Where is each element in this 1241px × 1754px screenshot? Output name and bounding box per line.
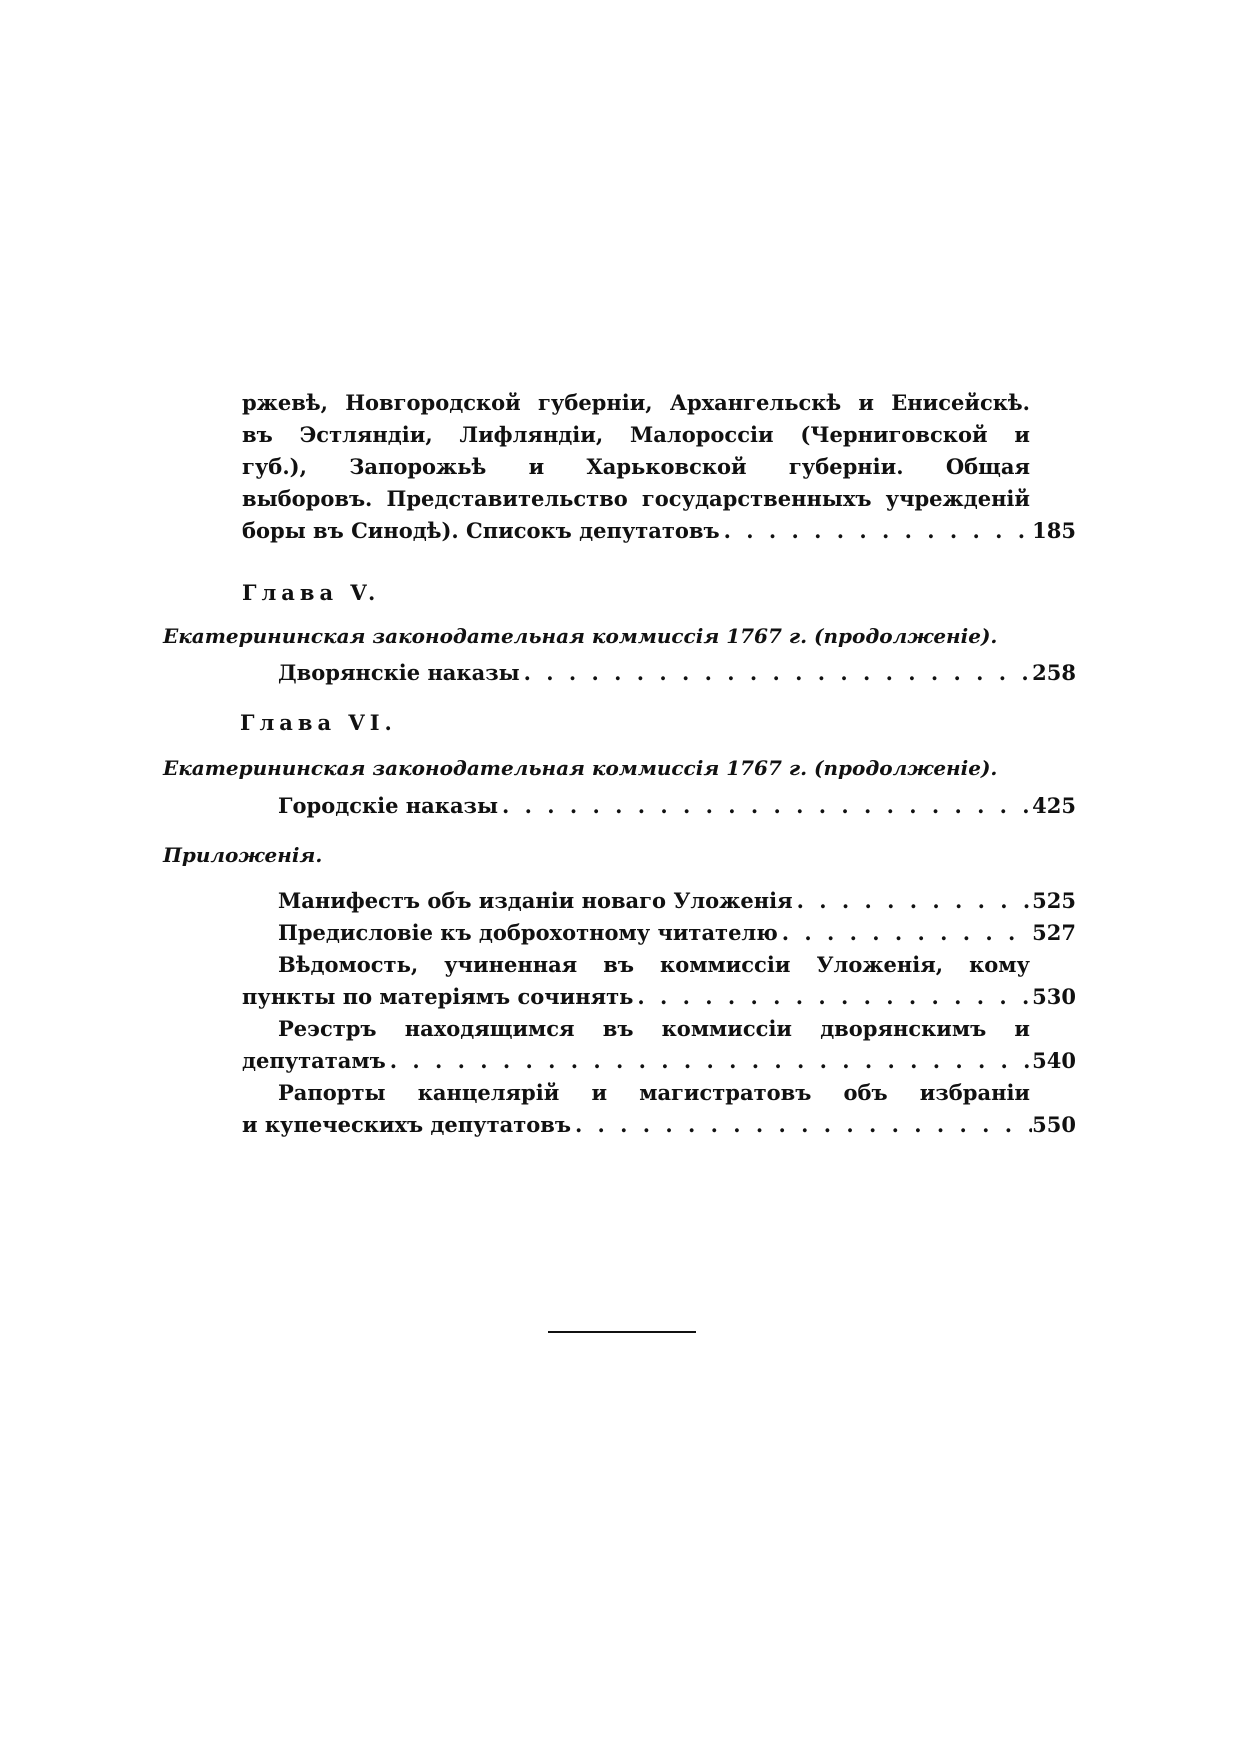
- dot-leader: [720, 515, 1033, 547]
- toc-page-number: 527: [1032, 920, 1076, 945]
- toc-page-number: 550: [1032, 1112, 1076, 1137]
- toc-entry-appendix: [278, 917, 1076, 949]
- toc-entry-label: Дворянскіе наказы: [278, 660, 520, 685]
- appendices-heading: Приложенія.: [163, 843, 323, 867]
- intro-line: въ Эстляндіи, Лифляндіи, Малороссіи (Черниговской и: [242, 422, 1030, 447]
- dot-leader: [571, 1109, 1032, 1141]
- dot-leader: [778, 917, 1032, 949]
- toc-entry-chapter-vi: [278, 790, 1076, 822]
- toc-entry-label: Вѣдомость, учиненная въ коммиссіи Уложенія, кому: [278, 952, 1030, 977]
- dot-leader: [386, 1045, 1032, 1077]
- toc-page-number: 185: [1032, 518, 1076, 543]
- toc-entry-appendix: [242, 1109, 1076, 1141]
- chapter-vi-subtitle: Екатерининская законодательная коммиссія 1767 г. (продолженіе).: [163, 756, 998, 780]
- intro-line: губ.), Запорожьѣ и Харьковской губерніи. Общая: [242, 454, 1030, 479]
- toc-entry-appendix: [278, 885, 1076, 917]
- chapter-v-subtitle: Екатерининская законодательная коммиссія 1767 г. (продолженіе).: [163, 624, 998, 648]
- chapter-vi-heading: Глава VI.: [240, 710, 397, 735]
- toc-entry-label: депутатамъ: [242, 1048, 386, 1073]
- closing-rule: [548, 1331, 696, 1333]
- toc-entry-label: Рапорты канцелярій и магистратовъ объ избраніи: [278, 1080, 1030, 1105]
- toc-page-number: 530: [1032, 984, 1076, 1009]
- dot-leader: [520, 657, 1033, 689]
- toc-entry-appendix-multiline: [278, 949, 1030, 981]
- toc-entry-label: Городскіе наказы: [278, 793, 498, 818]
- toc-entry-intro-last: [242, 515, 1076, 547]
- toc-entry-appendix: [242, 981, 1076, 1013]
- toc-page-number: 425: [1032, 793, 1076, 818]
- toc-entry-appendix-multiline: [278, 1013, 1030, 1045]
- toc-page-number: 258: [1032, 660, 1076, 685]
- dot-leader: [793, 885, 1033, 917]
- intro-line: выборовъ. Представительство государственныхъ учрежденій: [242, 486, 1030, 511]
- toc-entry-appendix: [242, 1045, 1076, 1077]
- toc-entry-label: боры въ Синодѣ). Списокъ депутатовъ: [242, 518, 720, 543]
- dot-leader: [633, 981, 1032, 1013]
- toc-page-number: 540: [1032, 1048, 1076, 1073]
- intro-paragraph: [242, 387, 1030, 515]
- toc-entry-chapter-v: [278, 657, 1076, 689]
- toc-entry-label: Манифестъ объ изданіи новаго Уложенія: [278, 888, 793, 913]
- toc-entry-label: Реэстръ находящимся въ коммиссіи дворянскимъ и: [278, 1016, 1030, 1041]
- toc-entry-appendix-multiline: [278, 1077, 1030, 1109]
- dot-leader: [498, 790, 1032, 822]
- intro-line: ржевѣ, Новгородской губерніи, Архангельскѣ и Енисейскѣ.: [242, 390, 1030, 415]
- chapter-v-heading: Глава V.: [242, 580, 381, 605]
- toc-entry-label: пункты по матеріямъ сочинять: [242, 984, 634, 1009]
- toc-entry-label: и купеческихъ депутатовъ: [242, 1112, 571, 1137]
- toc-page-number: 525: [1032, 888, 1076, 913]
- toc-entry-label: Предисловіе къ доброхотному читателю: [278, 920, 778, 945]
